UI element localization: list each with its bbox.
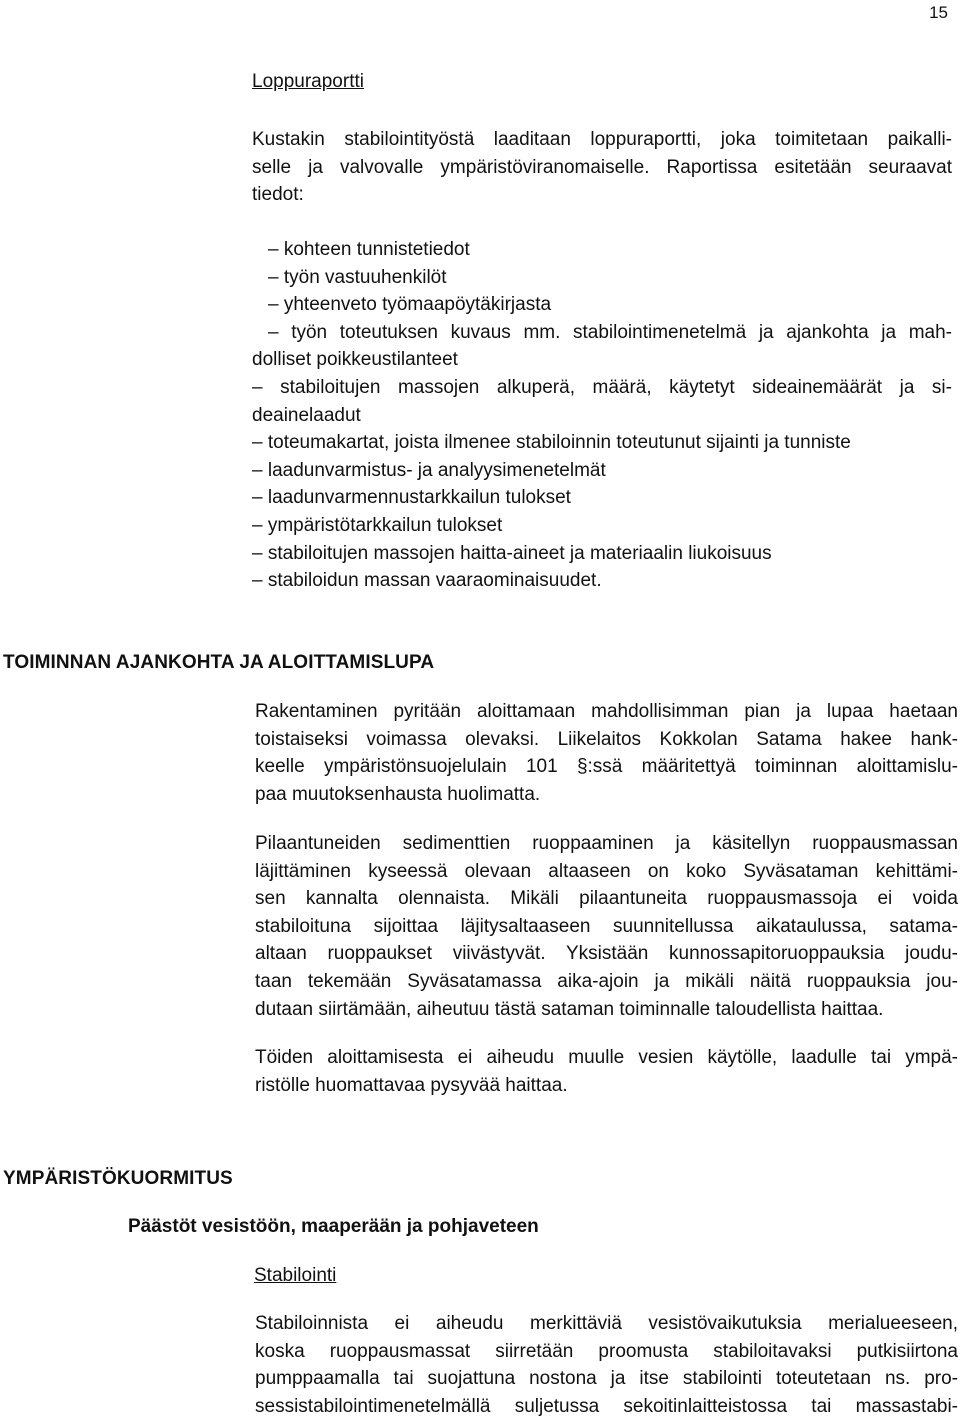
text-line: taan tekemään Syväsatamassa aika-ajoin ja mikäli näitä ruoppauksia jou- [255,970,958,992]
list-item: – kohteen tunnistetiedot [268,239,470,260]
list-item: – työn vastuuhenkilöt [268,266,447,288]
text-line: Töiden aloittamisesta ei aiheudu muulle vesien käytölle, laadulle tai ympä- [255,1047,958,1068]
text-line: altaan ruoppaukset viivästyvät. Yksistään kunnossapitoruoppauksia joudu- [255,943,958,965]
text-line: Kustakin stabilointityöstä laaditaan loppuraportti, joka toimitetaan paikalli- [252,129,952,150]
section-heading-ymparistokuormitus: YMPÄRISTÖKUORMITUS [3,1168,233,1189]
text-line: selle ja valvovalle ympäristöviranomaiselle. Raportissa esitetään seuraavat [252,156,952,178]
page-number: 15 [929,3,948,22]
section-heading-loppuraportti: Loppuraportti [252,71,364,92]
text-line: ristölle huomattavaa pysyvää haittaa. [255,1074,568,1096]
list-item: – ympäristötarkkailun tulokset [252,514,503,536]
text-line: paa muutoksenhausta huolimatta. [255,783,541,805]
list-item: – stabiloidun massan vaaraominaisuudet. [252,570,602,592]
loppuraportti-intro [252,126,952,209]
list-item: – laadunvarmennustarkkailun tulokset [252,487,571,509]
text-line: tiedot: [252,184,304,206]
list-item: – työn toteutuksen kuvaus mm. stabilointimenetelmä ja ajankohta ja mah- [268,321,952,343]
text-line: dutaan siirtämään, aiheutuu tästä sataman toiminnalle taloudellista haittaa. [255,998,884,1020]
text-line: Rakentaminen pyritään aloittamaan mahdollisimman pian ja lupaa haetaan [255,701,958,722]
text-line: sessistabilointimenetelmällä suljetussa sekoitinlaitteistossa tai massastabi- [255,1395,958,1417]
text-line: Pilaantuneiden sedimenttien ruoppaaminen ja käsitellyn ruoppausmassan [255,833,958,854]
text-line: stabiloituna sijoittaa läjitysaltaaseen suunnitellussa aikataulussa, satama- [255,915,958,937]
toiminnan-paragraph-3 [255,1044,958,1099]
stabilointi-paragraph [255,1310,958,1420]
list-item: – stabiloitujen massojen alkuperä, määrä, käytetyt sideainemäärät ja si- [252,376,952,398]
list-item: – yhteenveto työmaapöytäkirjasta [268,294,552,316]
list-item: – laadunvarmistus- ja analyysimenetelmät [252,459,606,481]
list-item: – stabiloitujen massojen haitta-aineet ja materiaalin liukoisuus [252,542,772,564]
text-line: pumppaamalla tai suojattuna nostona ja itse stabilointi toteutetaan ns. pro- [255,1368,958,1390]
list-item: – toteumakartat, joista ilmenee stabiloinnin toteutunut sijainti ja tunniste [252,432,851,454]
toiminnan-paragraph-2 [255,830,958,1023]
text-line: sen kannalta olennaista. Mikäli pilaantuneita ruoppausmassoja ei voida [255,888,958,910]
text-line: Stabiloinnista ei aiheudu merkittäviä vesistövaikutuksia merialueeseen, [255,1313,958,1334]
list-item-continuation: dolliset poikkeustilanteet [252,349,458,371]
subsection-heading-stabilointi: Stabilointi [254,1265,337,1286]
subsection-heading-paastot: Päästöt vesistöön, maaperään ja pohjaveteen [128,1216,539,1237]
report-contents-list [252,236,952,595]
text-line: läjittäminen kyseessä olevaan altaaseen on koko Syväsataman kehittämi- [255,860,958,882]
toiminnan-paragraph-1 [255,698,958,808]
list-item-continuation: deainelaadut [252,404,361,426]
text-line: koska ruoppausmassat siirretään proomusta stabiloitavaksi putkisiirtona [255,1340,958,1362]
text-line: keelle ympäristönsuojelulain 101 §:ssä määritettyä toiminnan aloittamislu- [255,756,958,778]
section-heading-toiminnan-ajankohta: TOIMINNAN AJANKOHTA JA ALOITTAMISLUPA [3,652,435,673]
text-line: toistaiseksi voimassa olevaksi. Liikelaitos Kokkolan Satama hakee hank- [255,728,958,750]
